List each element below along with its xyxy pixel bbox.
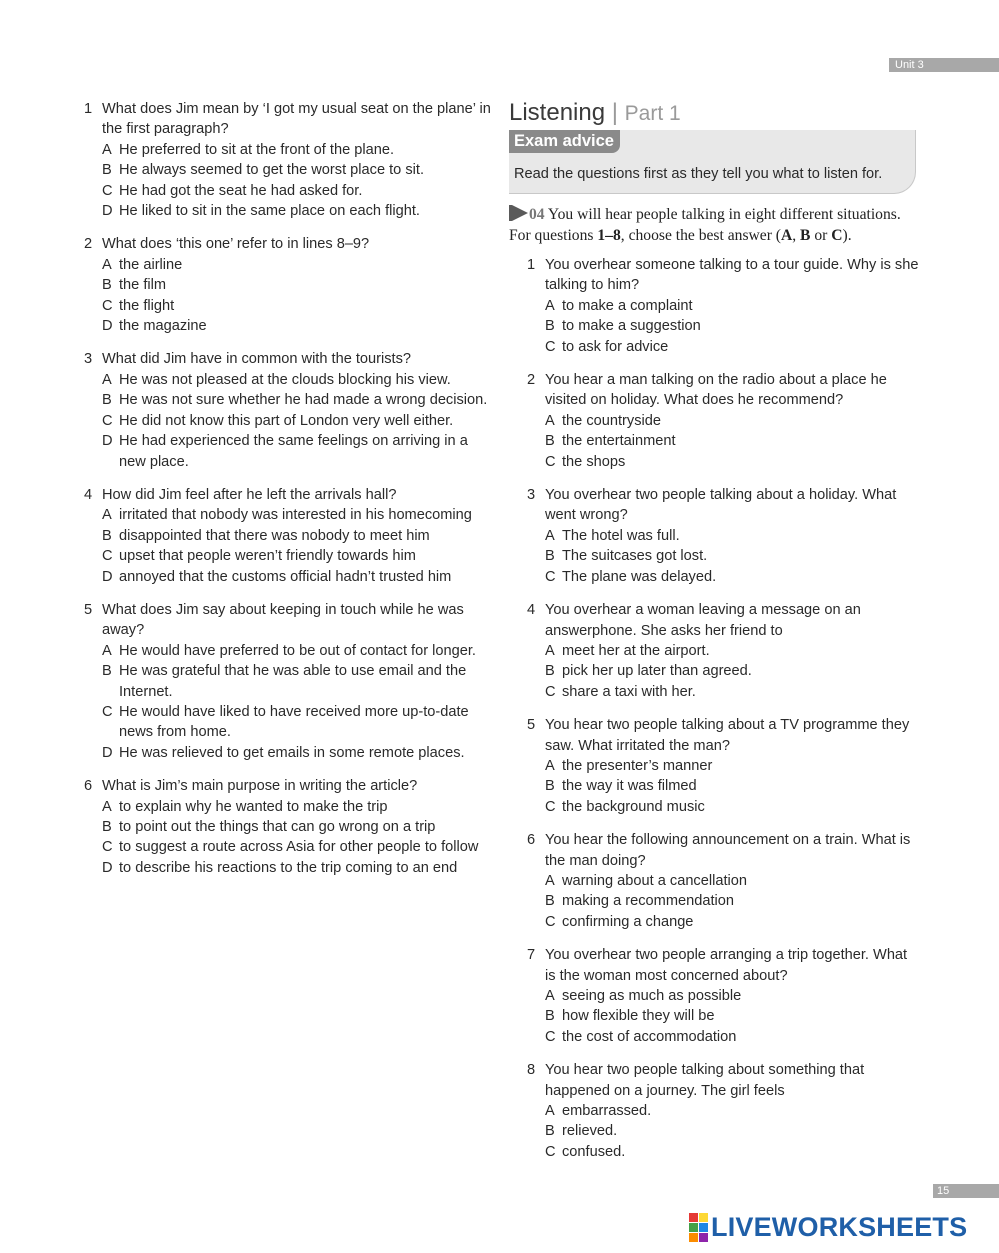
answer-option-a[interactable] [545, 411, 919, 431]
listening-instructions [509, 204, 919, 246]
question-stem [527, 830, 919, 871]
answer-option-a[interactable] [102, 505, 494, 525]
question-5 [527, 715, 919, 817]
option-text: meet her at the airport. [562, 642, 710, 659]
question-number: 5 [84, 601, 93, 618]
option-letter: C [102, 412, 113, 429]
answer-option-b[interactable] [545, 891, 919, 911]
option-letter: A [102, 798, 112, 815]
question-number: 7 [527, 947, 536, 964]
answer-option-a[interactable] [102, 641, 494, 661]
question-8 [527, 1060, 919, 1162]
question-text: How did Jim feel after he left the arrivals hall? [102, 486, 397, 503]
option-text: He preferred to sit at the front of the plane. [119, 141, 395, 158]
answer-option-b[interactable] [545, 431, 919, 451]
option-letter: A [545, 412, 555, 429]
question-stem [84, 99, 494, 140]
answer-option-a[interactable] [545, 756, 919, 776]
answer-option-c[interactable] [102, 296, 494, 316]
option-letter: B [545, 318, 555, 335]
question-text: You hear a man talking on the radio about a place he visited on holiday. What does he recommend? [545, 372, 887, 409]
answer-option-b[interactable] [545, 1006, 919, 1026]
option-text: He was not pleased at the clouds blocking his view. [119, 371, 451, 388]
question-stem [527, 715, 919, 756]
option-letter: A [102, 141, 112, 158]
option-text: the flight [119, 297, 175, 314]
answer-option-d[interactable] [102, 201, 494, 221]
option-letter: B [102, 527, 112, 544]
section-title [509, 98, 919, 129]
option-text: relieved. [562, 1123, 618, 1140]
question-stem [527, 485, 919, 526]
option-letter: B [545, 1008, 555, 1025]
logo-text: LIVEWORKSHEETS [711, 1212, 968, 1242]
option-text: seeing as much as possible [562, 988, 742, 1004]
exam-advice-label: Exam advice [509, 130, 620, 153]
option-letter: D [102, 744, 113, 761]
option-letter: C [102, 297, 113, 314]
question-text: What does Jim mean by ‘I got my usual seat on the plane’ in the first paragraph? [102, 101, 491, 138]
question-text: What does Jim say about keeping in touch while he was away? [102, 601, 464, 639]
question-6 [84, 776, 494, 878]
question-text: You overhear a woman leaving a message on an answerphone. She asks her friend to [545, 602, 861, 639]
option-text: He would have preferred to be out of contact for longer. [119, 642, 476, 659]
answer-option-b[interactable] [102, 390, 494, 410]
option-letter: D [102, 433, 113, 450]
title-separator: | [611, 99, 618, 126]
option-text: to ask for advice [562, 338, 669, 355]
option-text: the presenter’s manner [562, 757, 713, 774]
option-text: confused. [562, 1143, 626, 1160]
answer-option-b[interactable] [102, 526, 494, 546]
answer-option-b[interactable] [102, 160, 494, 180]
option-text: disappointed that there was nobody to meet him [119, 527, 430, 544]
intro-comma: , [792, 226, 801, 244]
option-text: the film [119, 277, 167, 294]
answer-option-a[interactable] [545, 296, 919, 316]
option-letter: A [545, 757, 555, 774]
option-text: to point out the things that can go wrong on a trip [119, 819, 436, 835]
option-letter: C [545, 568, 556, 585]
question-1 [84, 99, 494, 221]
question-stem [527, 1060, 919, 1101]
answer-option-b[interactable] [545, 1121, 919, 1141]
option-letter: C [102, 182, 113, 199]
question-text: You hear two people talking about something that happened on a journey. The girl feels [545, 1062, 865, 1099]
option-text: He always seemed to get the worst place to sit. [119, 162, 424, 179]
option-letter: A [102, 256, 112, 273]
option-letter: B [102, 663, 112, 680]
listening-questions [527, 255, 919, 1162]
answer-option-a[interactable] [102, 255, 494, 275]
option-text: the airline [119, 256, 183, 273]
answer-option-b[interactable] [545, 546, 919, 566]
question-number: 8 [527, 1062, 536, 1079]
option-text: upset that people weren’t friendly towards him [119, 548, 416, 565]
question-text: You overhear someone talking to a tour guide. Why is she talking to him? [545, 257, 919, 294]
option-letter: D [102, 203, 113, 220]
question-stem [84, 349, 494, 369]
reading-questions [84, 99, 494, 891]
question-stem [527, 370, 919, 411]
answer-option-c[interactable] [545, 797, 919, 817]
intro-range: 1–8 [597, 226, 621, 244]
option-text: He was grateful that he was able to use email and the Internet. [119, 663, 467, 700]
option-letter: C [545, 913, 556, 930]
answer-option-b[interactable] [102, 661, 494, 702]
option-letter: A [545, 642, 555, 659]
option-letter: B [545, 893, 555, 910]
option-text: He was relieved to get emails in some remote places. [119, 744, 465, 761]
option-text: The hotel was full. [562, 527, 680, 544]
answer-option-a[interactable] [102, 140, 494, 160]
option-letter: D [102, 568, 113, 585]
option-letter: C [545, 453, 556, 470]
question-2 [527, 370, 919, 472]
option-letter: A [545, 527, 555, 544]
answer-option-c[interactable] [545, 1142, 919, 1162]
option-text: to suggest a route across Asia for other people to follow [119, 839, 479, 856]
question-3 [527, 485, 919, 587]
option-letter: A [545, 988, 555, 1004]
option-letter: D [102, 859, 113, 876]
option-text: annoyed that the customs official hadn’t trusted him [119, 568, 452, 585]
logo-blocks-icon [689, 1213, 708, 1242]
question-stem [527, 945, 919, 986]
option-letter: C [102, 839, 113, 856]
question-3 [84, 349, 494, 471]
answer-option-c[interactable] [545, 1027, 919, 1047]
liveworksheets-logo[interactable] [689, 1212, 967, 1242]
option-text: He liked to sit in the same place on each flight. [119, 203, 420, 220]
question-number: 3 [84, 351, 93, 368]
option-letter: B [102, 162, 112, 179]
option-text: the magazine [119, 318, 207, 335]
question-number: 6 [527, 832, 536, 849]
option-letter: A [545, 872, 555, 889]
option-text: to explain why he wanted to make the trip [119, 798, 388, 815]
question-text: What is Jim’s main purpose in writing the article? [102, 778, 418, 795]
answer-option-d[interactable] [102, 316, 494, 336]
option-text: making a recommendation [562, 893, 734, 910]
answer-option-c[interactable] [102, 181, 494, 201]
answer-option-c[interactable] [102, 546, 494, 566]
question-stem [84, 485, 494, 505]
answer-option-c[interactable] [102, 702, 494, 743]
option-letter: C [545, 338, 556, 355]
option-text: He had got the seat he had asked for. [119, 182, 363, 199]
answer-option-b[interactable] [545, 776, 919, 796]
answer-option-b[interactable] [545, 661, 919, 681]
question-text: You hear the following announcement on a train. What is the man doing? [545, 832, 911, 869]
option-text: embarrassed. [562, 1103, 652, 1120]
option-letter: B [545, 433, 555, 450]
answer-option-c[interactable] [545, 337, 919, 357]
option-text: the background music [562, 798, 705, 815]
option-letter: B [545, 778, 555, 795]
intro-end: ). [842, 226, 852, 244]
option-text: confirming a change [562, 913, 694, 930]
part-label: Part 1 [624, 102, 681, 125]
option-text: warning about a cancellation [562, 872, 747, 889]
option-text: the countryside [562, 412, 661, 429]
page-number: 15 [933, 1184, 999, 1198]
intro-letter-a: A [780, 226, 793, 244]
option-letter: C [545, 683, 556, 700]
question-stem [84, 234, 494, 254]
answer-option-a[interactable] [545, 986, 919, 1006]
exam-advice-text: Read the questions first as they tell you what to listen for. [514, 166, 883, 182]
option-text: to make a suggestion [562, 318, 701, 335]
option-letter: B [102, 277, 112, 294]
option-text: the cost of accommodation [562, 1028, 737, 1045]
option-text: He did not know this part of London very well either. [119, 412, 454, 429]
question-number: 4 [84, 486, 93, 503]
question-number: 6 [84, 778, 93, 795]
question-stem [527, 600, 919, 641]
track-number: 04 [529, 206, 545, 223]
question-5 [84, 600, 494, 763]
question-1 [527, 255, 919, 357]
option-text: the shops [562, 453, 626, 470]
option-letter: B [102, 819, 112, 835]
answer-option-a[interactable] [545, 641, 919, 661]
question-number: 5 [527, 717, 536, 734]
option-letter: B [545, 548, 555, 565]
option-text: to make a complaint [562, 297, 693, 314]
option-text: pick her up later than agreed. [562, 663, 752, 680]
question-7 [527, 945, 919, 1047]
intro-or: or [810, 226, 832, 244]
answer-option-d[interactable] [102, 858, 494, 878]
option-text: The plane was delayed. [562, 568, 717, 585]
listening-section [509, 98, 919, 1175]
unit-tab: Unit 3 [889, 58, 999, 72]
option-text: irritated that nobody was interested in his homecoming [119, 507, 472, 524]
intro-letter-b: B [800, 226, 811, 244]
answer-option-b[interactable] [102, 275, 494, 295]
answer-option-b[interactable] [545, 316, 919, 336]
question-text: What did Jim have in common with the tourists? [102, 351, 412, 368]
option-text: He had experienced the same feelings on arriving in a new place. [119, 433, 468, 470]
option-text: The suitcases got lost. [562, 548, 708, 565]
answer-option-d[interactable] [102, 431, 494, 472]
question-stem [84, 600, 494, 641]
question-number: 2 [527, 372, 536, 389]
question-text: What does ‘this one’ refer to in lines 8–9? [102, 236, 370, 253]
option-letter: C [102, 548, 113, 565]
question-text: You overhear two people talking about a holiday. What went wrong? [545, 487, 897, 524]
answer-option-c[interactable] [545, 567, 919, 587]
exam-advice-box [509, 130, 916, 194]
answer-option-c[interactable] [545, 452, 919, 472]
option-letter: C [102, 703, 113, 720]
question-stem [527, 255, 919, 296]
option-text: share a taxi with her. [562, 683, 696, 700]
question-number: 1 [527, 257, 536, 273]
option-letter: D [102, 318, 113, 335]
answer-option-c[interactable] [545, 912, 919, 932]
option-letter: B [102, 392, 112, 409]
answer-option-c[interactable] [102, 837, 494, 857]
question-6 [527, 830, 919, 932]
answer-option-d[interactable] [102, 567, 494, 587]
question-number: 1 [84, 101, 93, 117]
question-text: You hear two people talking about a TV programme they saw. What irritated the man? [545, 717, 910, 754]
intro-text-2: , choose the best answer ( [620, 226, 781, 244]
option-letter: A [102, 371, 112, 388]
question-4 [527, 600, 919, 702]
answer-option-a[interactable] [102, 797, 494, 817]
option-text: the entertainment [562, 433, 676, 450]
option-letter: A [545, 1103, 555, 1120]
answer-option-b[interactable] [102, 817, 494, 837]
option-text: He was not sure whether he had made a wrong decision. [119, 392, 488, 409]
option-letter: C [545, 798, 556, 815]
answer-option-c[interactable] [545, 682, 919, 702]
answer-option-a[interactable] [102, 370, 494, 390]
option-letter: A [102, 642, 112, 659]
option-text: how flexible they will be [562, 1008, 715, 1025]
option-letter: C [545, 1143, 556, 1160]
question-2 [84, 234, 494, 336]
intro-letter-c: C [831, 226, 843, 244]
option-text: the way it was filmed [562, 778, 697, 795]
title-text: Listening [509, 99, 606, 126]
question-number: 2 [84, 236, 93, 253]
option-letter: A [102, 507, 112, 524]
option-letter: A [545, 297, 555, 314]
question-text: You overhear two people arranging a trip together. What is the woman most concerned about? [545, 947, 908, 984]
option-text: to describe his reactions to the trip coming to an end [119, 859, 458, 876]
question-stem [84, 776, 494, 796]
option-letter: B [545, 663, 555, 680]
intro-text-1: You will hear people talking in eight different situations. For questions [509, 206, 901, 244]
question-number: 4 [527, 602, 536, 619]
option-letter: C [545, 1028, 556, 1045]
answer-option-a[interactable] [545, 526, 919, 546]
question-4 [84, 485, 494, 587]
play-audio-icon[interactable] [509, 204, 529, 222]
option-letter: B [545, 1123, 555, 1140]
option-text: He would have liked to have received more up-to-date news from home. [119, 703, 469, 741]
answer-option-a[interactable] [545, 871, 919, 891]
answer-option-a[interactable] [545, 1101, 919, 1121]
answer-option-c[interactable] [102, 411, 494, 431]
question-number: 3 [527, 487, 536, 504]
answer-option-d[interactable] [102, 743, 494, 763]
